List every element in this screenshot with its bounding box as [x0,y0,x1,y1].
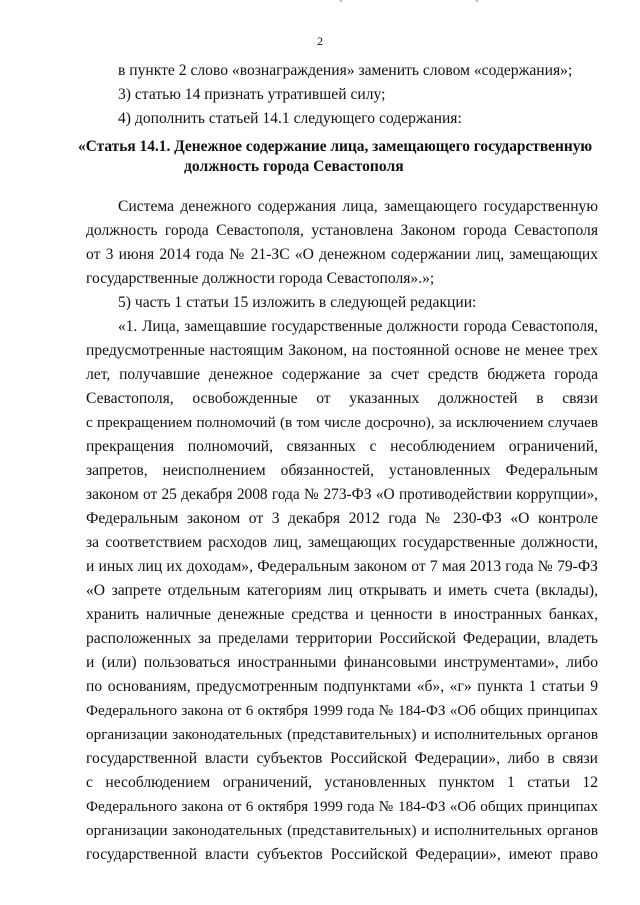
text-line: организации законодательных (представительных) и исполнительных органов [86,822,598,839]
text-line: «О запрете отдельным категориям лиц открывать и иметь счета (вклады), [86,582,598,599]
text-line: хранить наличные денежные средства и ценности в иностранных банках, [86,606,598,623]
text-line: запретов, неисполнением обязанностей, установленных Федеральным [86,462,598,479]
text-line: предусмотренные настоящим Законом, на постоянной основе не менее трех [86,342,598,359]
text-line: по основаниям, предусмотренным подпунктами «б», «г» пункта 1 статьи 9 [86,678,598,695]
article-paragraph [86,195,598,291]
text-line: государственной власти субъектов Российской Федерации», имеют право [86,846,598,863]
text-line: законом от 25 декабря 2008 года № 273-ФЗ «О противодействии коррупции», [86,486,598,503]
document-body [78,59,598,867]
text-line: Севастополя, освобожденные от указанных должностей в связи [86,390,598,407]
amended-paragraph [86,315,598,867]
text-line: прекращения полномочий, связанных с несоблюдением ограничений, [86,438,598,455]
article-heading [78,137,598,177]
text-line: Федерального закона от 6 октября 1999 года № 184-ФЗ «Об общих принципах [86,702,598,719]
text-line: Федерального закона от 6 октября 1999 года № 184-ФЗ «Об общих принципах [86,798,598,815]
scan-mark [340,0,342,2]
text-line: расположенных за пределами территории Российской Федерации, владеть [86,630,598,647]
text-line: должность города Севастополя, установлена Законом города Севастополя [86,222,598,239]
page-number: 2 [317,34,323,48]
amendment-item: 5) часть 1 статьи 15 изложить в следующей редакции: [118,294,477,311]
text-line: и иных лиц их доходам», Федеральным законом от 7 мая 2013 года № 79-ФЗ [86,558,598,575]
text-line: лет, получавшие денежное содержание за счет средств бюджета города [86,366,598,383]
text-line: Федеральным законом от 3 декабря 2012 года № 230-ФЗ «О контроле [86,510,598,527]
article-heading-line: должность города Севастополя [184,158,404,175]
text-line: от 3 июня 2014 года № 21-ЗС «О денежном содержании лиц, замещающих [86,246,598,263]
text-line: и (или) пользоваться иностранными финансовыми инструментами», либо [86,654,598,671]
article-heading-line: «Статья 14.1. Денежное содержание лица, замещающего государственную [78,138,593,155]
text-line: государственные должности города Севастополя».»; [86,270,435,287]
text-line: государственной власти субъектов Российской Федерации», либо в связи [86,750,598,767]
amendment-item: 4) дополнить статьей 14.1 следующего содержания: [118,110,462,127]
text-line: Система денежного содержания лица, замещающего государственную [118,198,598,215]
text-line: «1. Лица, замещавшие государственные должности города Севастополя, [118,318,598,335]
amendment-item: в пункте 2 слово «вознаграждения» заменить словом «содержания»; [118,62,573,79]
text-line: за соответствием расходов лиц, замещающих государственные должности, [86,534,598,551]
text-line: организации законодательных (представительных) и исполнительных органов [86,726,598,743]
amendment-item: 3) статью 14 признать утратившей силу; [118,86,386,103]
text-line: с прекращением полномочий (в том числе досрочно), за исключением случаев [86,414,598,431]
scan-mark [476,0,478,2]
text-line: с несоблюдением ограничений, установленных пунктом 1 статьи 12 [86,774,598,791]
